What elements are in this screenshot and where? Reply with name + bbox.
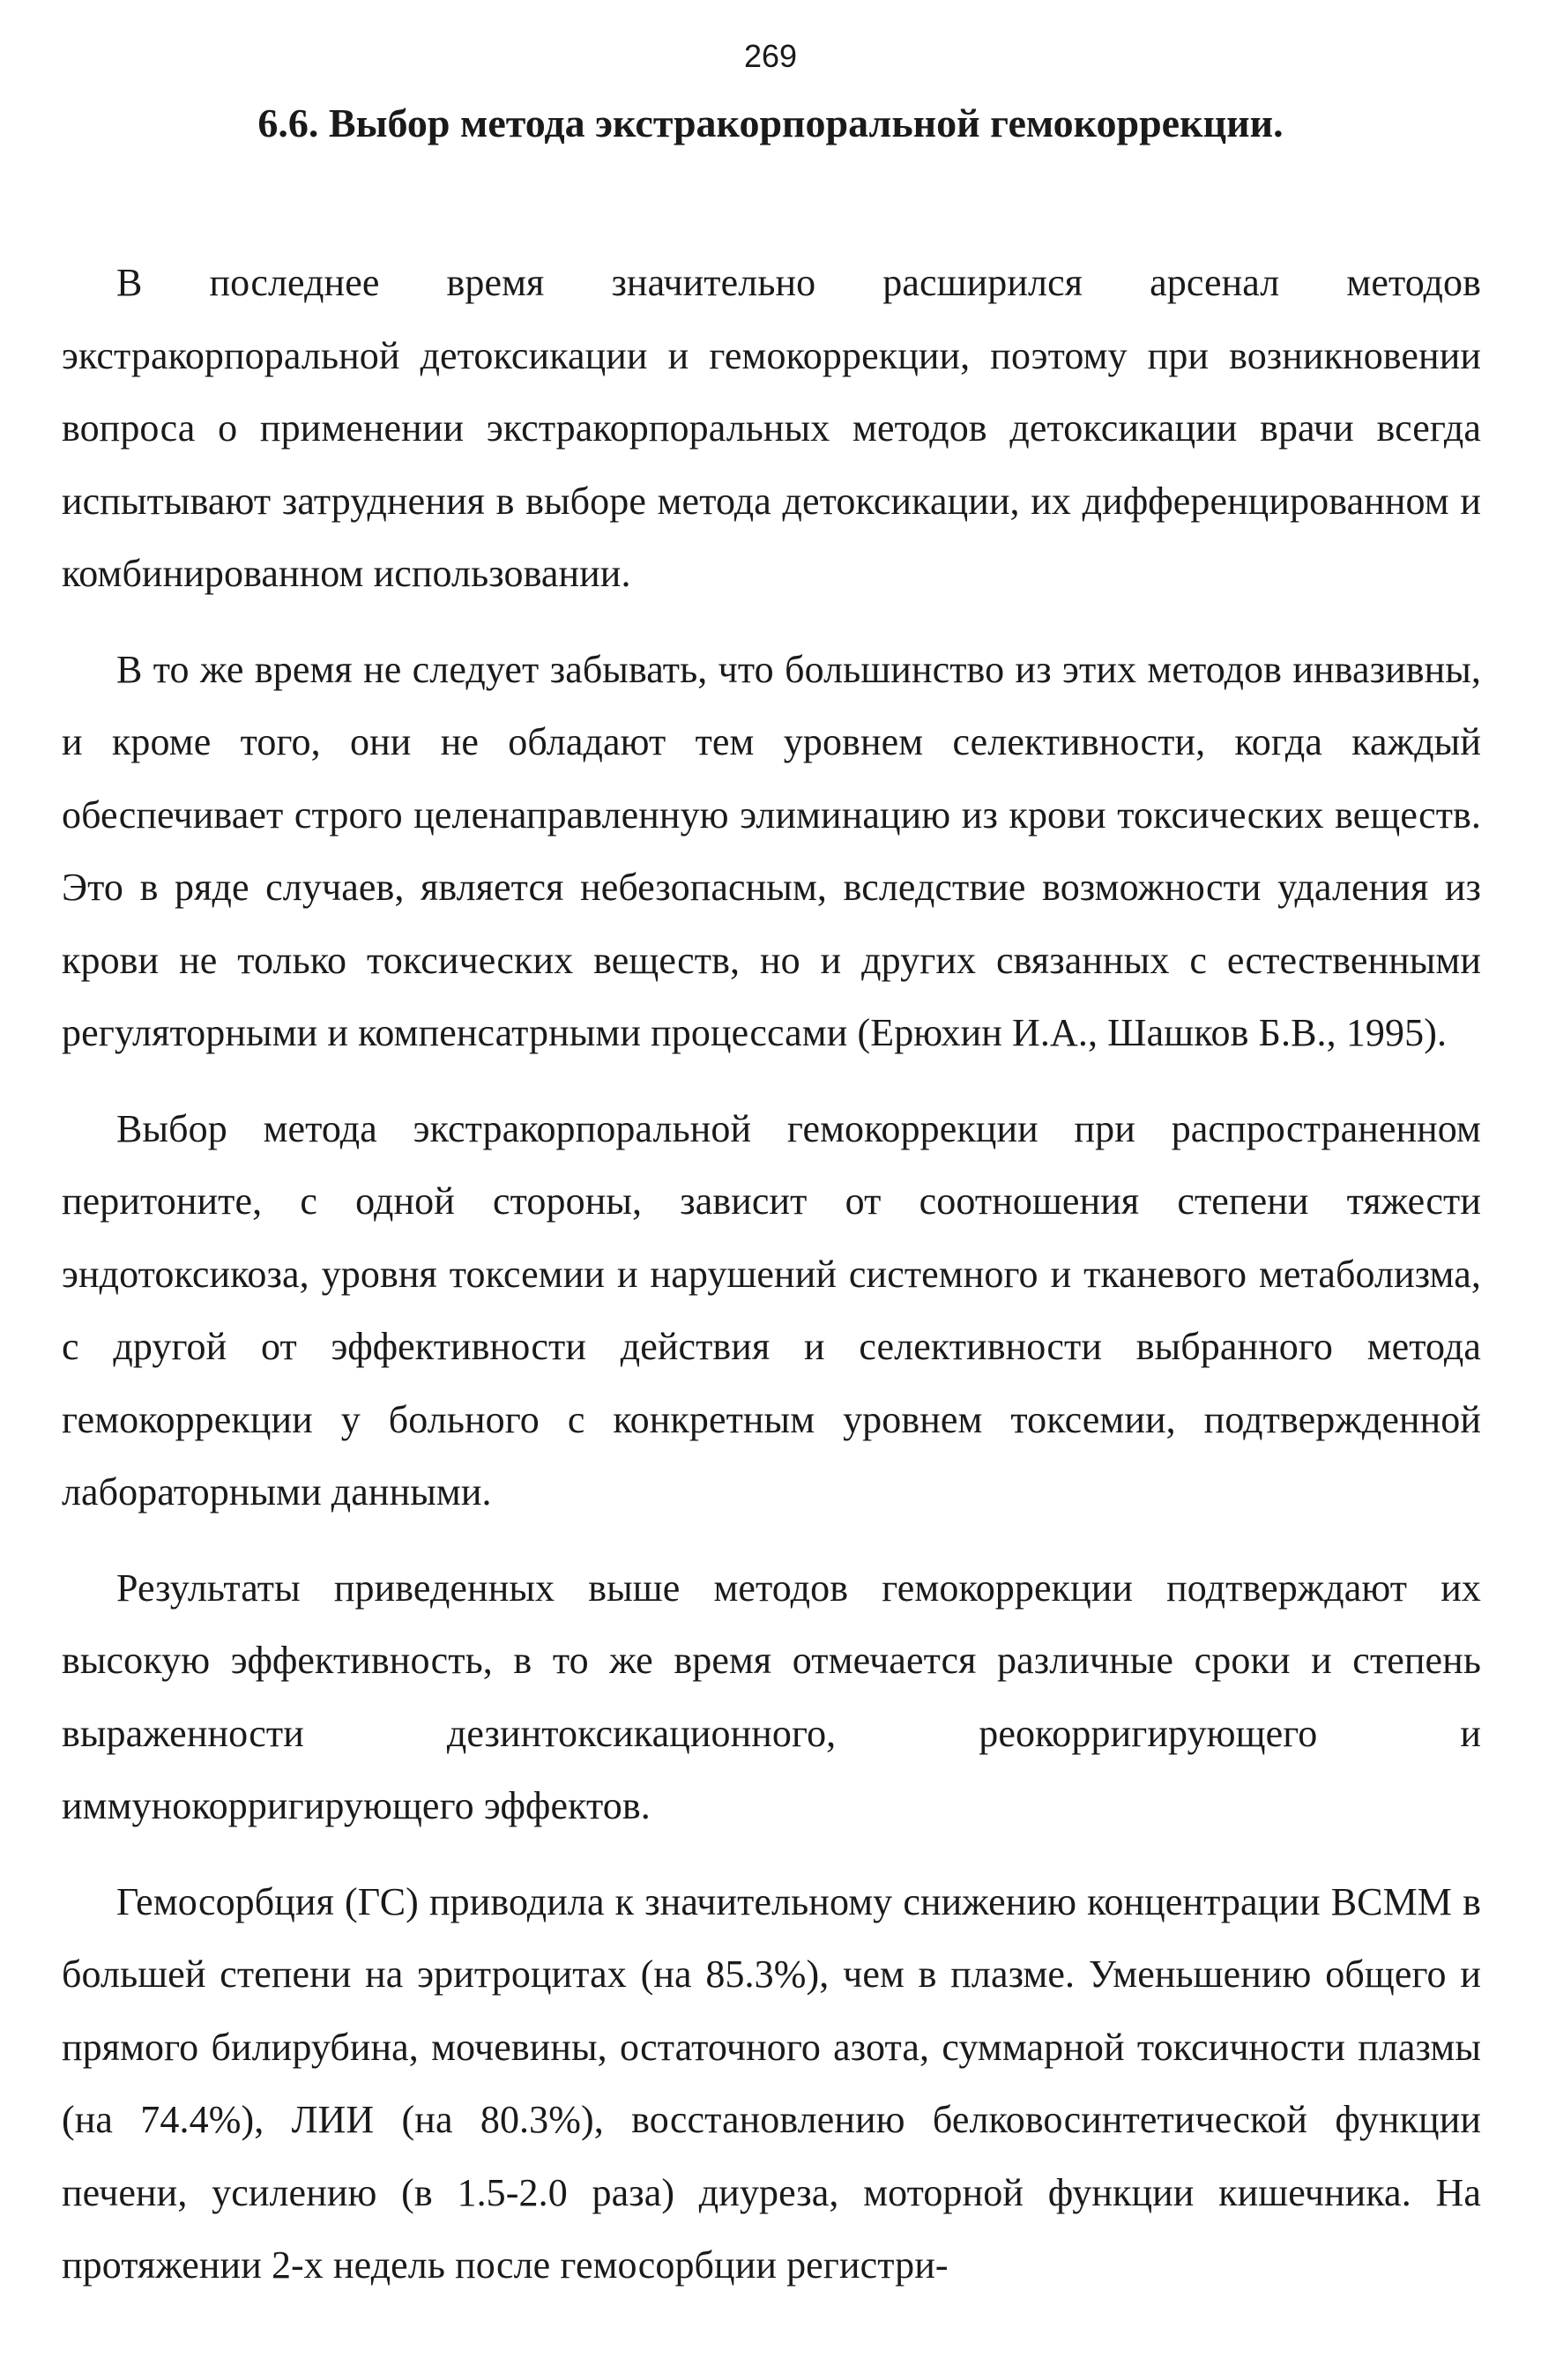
- paragraph: В последнее время значительно расширился арсенал методов экстракорпоральной детоксикации и гемокоррекции, поэтому при возникновении вопроса о применении экстракорпоральных методов детоксикации врачи всегда испытывают затруднения в выборе метода детоксикации, их дифференцированном и комбинированном использовании.: [62, 261, 1481, 595]
- paragraph: Гемосорбция (ГС) приводила к значительному снижению концентрации ВСММ в большей степени на эритроцитах (на 85.3%), чем в плазме. Уменьшению общего и прямого билирубина, мочевины, остаточного азота, суммарной токсичности плазмы (на 74.4%), ЛИИ (на 80.3%), восстановлению белковосинтетической функции печени, усилению (в 1.5-2.0 раза) диуреза, моторной функции кишечника. На протяжении 2-х недель после гемосорбции регистри-: [62, 1879, 1481, 2287]
- paragraph: Результаты приведенных выше методов гемокоррекции подтверждают их высокую эффективность, в то же время отмечается различные сроки и степень выраженности дезинтоксикационного, реокорригирующего и иммунокорригирующего эффектов.: [62, 1566, 1481, 1827]
- page-number: 269: [743, 38, 798, 74]
- paragraph: В то же время не следует забывать, что большинство из этих методов инвазивны, и кроме того, они не обладают тем уровнем селективности, когда каждый обеспечивает строго целенаправленную элиминацию из крови токсических веществ. Это в ряде случаев, является небезопасным, вследствие возможности удаления из крови не только токсических веществ, но и других связанных с естественными регуляторными и компенсатрными процессами (Ерюхин И.А., Шашков Б.В., 1995).: [62, 647, 1481, 1054]
- paragraph: Выбор метода экстракорпоральной гемокоррекции при распространенном перитоните, с одной стороны, зависит от соотношения степени тяжести эндотоксикоза, уровня токсемии и нарушений системного и тканевого метаболизма, с другой от эффективности действия и селективности выбранного метода гемокоррекции у больного с конкретным уровнем токсемии, подтвержденной лабораторными данными.: [62, 1106, 1481, 1514]
- section-title: 6.6. Выбор метода экстракорпоральной гемокоррекции.: [257, 100, 1284, 145]
- body-text: [62, 247, 1481, 2325]
